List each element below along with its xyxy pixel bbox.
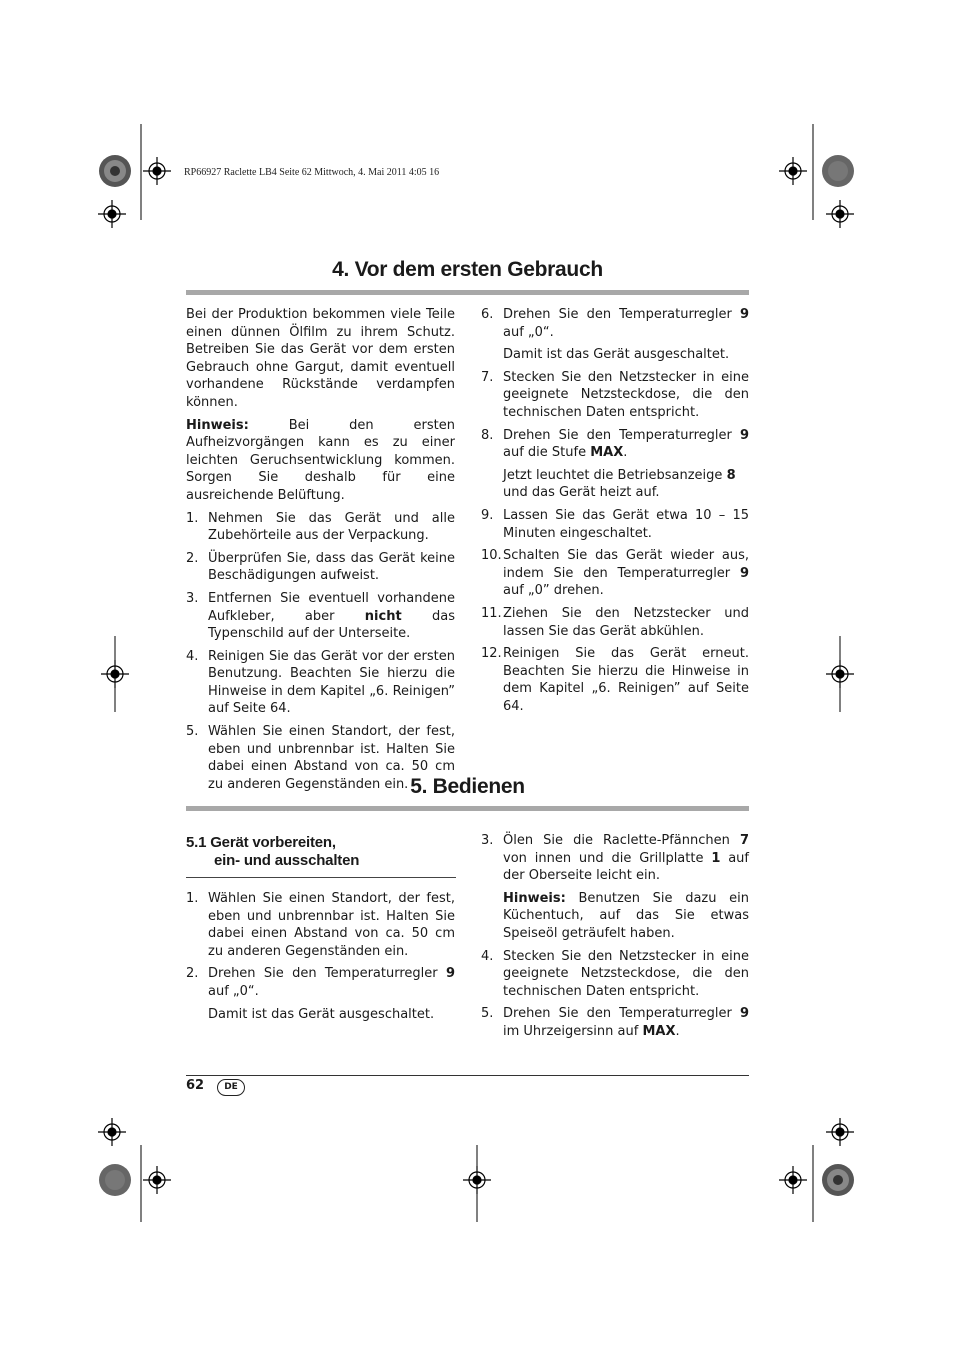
hint-paragraph <box>186 417 455 505</box>
item-text: Reinigen Sie das Gerät erneut. Beachten Sie hierzu die Hinweise in dem Kapitel „6. Reinigen” auf Seite 64. <box>503 646 749 714</box>
list-item <box>481 427 749 462</box>
item-number: 1. <box>186 891 199 906</box>
item-number: 10. <box>481 548 502 564</box>
item-text: Lassen Sie das Gerät etwa 10 – 15 Minuten eingeschaltet. <box>503 507 749 541</box>
item-text: Stecken Sie den Netzstecker in eine geeignete Netzsteckdose, die den technischen Daten entspricht. <box>503 369 749 420</box>
item-text: Stecken Sie den Netzstecker in eine geeignete Netzsteckdose, die den technischen Daten entspricht. <box>503 948 749 999</box>
list-item <box>481 369 749 422</box>
list-item <box>186 965 455 1000</box>
list-item <box>481 645 749 715</box>
list-item <box>481 547 749 600</box>
item-number: 4. <box>186 648 199 664</box>
item-text: Entfernen Sie eventuell vorhandene Aufkleber, aber nicht das Typenschild auf der Unterseite. <box>208 590 456 642</box>
item-number: 2. <box>186 550 199 566</box>
hint-label: Hinweis: <box>186 417 249 433</box>
item-number: 11. <box>481 605 502 621</box>
language-badge: DE <box>217 1079 245 1096</box>
subsection-rule <box>186 877 456 878</box>
item-text: Drehen Sie den Temperaturregler 9 auf „0“. <box>208 966 455 999</box>
list-item <box>186 590 455 643</box>
right-column <box>481 306 749 720</box>
list-item <box>481 507 749 542</box>
section-title: 5. Bedienen <box>410 775 525 798</box>
item-number: 5. <box>481 1006 494 1022</box>
subsection-heading-line2: ein- und ausschalten <box>214 852 360 869</box>
item-number: 8. <box>481 427 494 443</box>
item-text: Drehen Sie den Temperaturregler 9 im Uhrzeigersinn auf MAX. <box>503 1006 749 1039</box>
right-column <box>481 832 749 1046</box>
item-text: Wählen Sie einen Standort, der fest, eben und unbrennbar ist. Halten Sie dabei einen Abstand von ca. 50 cm zu anderen Gegenständen ein. <box>208 891 455 959</box>
title-bar <box>186 290 749 295</box>
print-header: RP66927 Raclette LB4 Seite 62 Mittwoch, 4. Mai 2011 4:05 16 <box>184 167 440 178</box>
item-text: Drehen Sie den Temperaturregler 9 auf die Stufe MAX. <box>503 427 749 461</box>
list-item <box>186 550 455 585</box>
item-number: 3. <box>481 833 494 848</box>
list-item <box>481 1005 749 1040</box>
list-item <box>186 648 455 718</box>
list-item <box>481 306 749 341</box>
footer-rule <box>186 1075 749 1076</box>
subsection-heading-line1: 5.1 Gerät vorbereiten, <box>186 834 336 851</box>
item-number: 9. <box>481 507 494 523</box>
item-number: 5. <box>186 724 199 740</box>
item-text: Wählen Sie einen Standort, der fest, eben und unbrennbar ist. Halten Sie dabei einen Abstand von ca. 50 cm zu anderen Gegenständen ein. <box>208 724 455 792</box>
list-item <box>481 832 749 885</box>
item-text: Ölen Sie die Raclette-Pfännchen 7 von innen und die Grillplatte 1 auf der Oberseite leicht ein. <box>503 833 749 884</box>
item-number: 3. <box>186 590 199 606</box>
hint-text: Bei den ersten Aufheizvorgängen kann es zu einer leichten Geruchsentwicklung kommen. Sorgen Sie deshalb für eine ausreichende Belüftung. <box>186 417 455 503</box>
list-item <box>481 605 749 640</box>
item-number: 12. <box>481 646 502 662</box>
item-text: Nehmen Sie das Gerät und alle Zubehörteile aus der Verpackung. <box>208 510 455 544</box>
list-item <box>186 890 455 960</box>
section-title: 4. Vor dem ersten Gebrauch <box>332 258 603 281</box>
item-note: Hinweis: Benutzen Sie dazu ein Küchentuch, auf das Sie etwas Speiseöl geträufelt haben. <box>503 890 749 941</box>
item-text: Reinigen Sie das Gerät vor der ersten Benutzung. Beachten Sie hierzu die Hinweise in dem Kapitel „6. Reinigen” auf Seite 64. <box>208 648 455 717</box>
item-text: Ziehen Sie den Netzstecker und lassen Sie das Gerät abkühlen. <box>503 605 749 639</box>
item-note: Damit ist das Gerät ausgeschaltet. <box>208 1006 435 1022</box>
left-column <box>186 306 455 798</box>
item-number: 1. <box>186 510 199 526</box>
intro-paragraph: Bei der Produktion bekommen viele Teile einen dünnen Ölfilm zu ihrem Schutz. Betreiben Sie das Gerät vor dem ersten Gebrauch ohne Gargut, damit eventuell vorhandene Rückstände verdampfen können. <box>186 307 455 410</box>
subsection-heading <box>186 834 456 870</box>
item-text: Drehen Sie den Temperaturregler 9 auf „0“. <box>503 307 749 340</box>
item-number: 7. <box>481 369 494 385</box>
item-number: 2. <box>186 966 199 982</box>
left-column <box>186 890 455 1028</box>
title-bar <box>186 806 749 811</box>
item-number: 4. <box>481 948 494 964</box>
item-text: Überprüfen Sie, dass das Gerät keine Beschädigungen aufweist. <box>208 550 455 584</box>
page-number: 62 <box>186 1078 205 1093</box>
item-note: Damit ist das Gerät ausgeschaltet. <box>503 347 730 363</box>
item-text: Schalten Sie das Gerät wieder aus, indem Sie den Temperaturregler 9 auf „0” drehen. <box>503 548 749 599</box>
list-item <box>481 948 749 1001</box>
list-item <box>186 510 455 545</box>
item-number: 6. <box>481 307 494 322</box>
item-note: Jetzt leuchtet die Betriebsanzeige 8 und das Gerät heizt auf. <box>503 467 736 501</box>
